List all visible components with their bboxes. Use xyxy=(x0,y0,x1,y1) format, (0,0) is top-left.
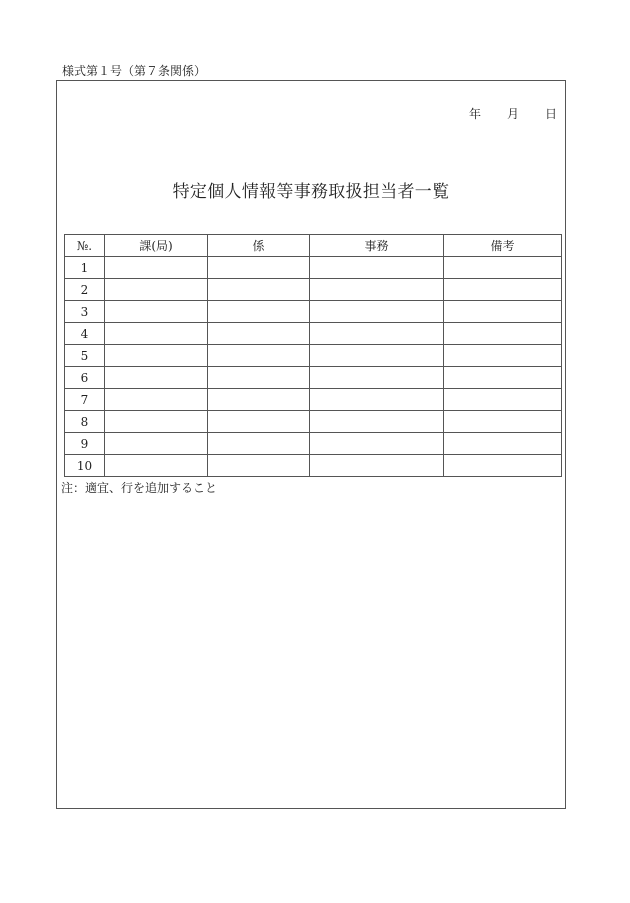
section-cell[interactable] xyxy=(208,455,310,477)
table-row xyxy=(65,455,562,477)
row-number: 10 xyxy=(65,455,105,477)
row-number: 8 xyxy=(65,411,105,433)
header-section: 係 xyxy=(208,235,310,257)
table-row xyxy=(65,389,562,411)
table-row xyxy=(65,301,562,323)
section-cell[interactable] xyxy=(208,367,310,389)
row-number: 9 xyxy=(65,433,105,455)
header-remarks: 備考 xyxy=(444,235,562,257)
table-row xyxy=(65,257,562,279)
section-cell[interactable] xyxy=(208,345,310,367)
remarks-cell[interactable] xyxy=(444,257,562,279)
duties-cell[interactable] xyxy=(310,389,444,411)
row-number: 5 xyxy=(65,345,105,367)
duties-cell[interactable] xyxy=(310,323,444,345)
section-cell[interactable] xyxy=(208,433,310,455)
date-month-label: 月 xyxy=(506,107,519,121)
department-cell[interactable] xyxy=(105,323,208,345)
section-cell[interactable] xyxy=(208,257,310,279)
department-cell[interactable] xyxy=(105,367,208,389)
duties-cell[interactable] xyxy=(310,455,444,477)
duties-cell[interactable] xyxy=(310,411,444,433)
section-cell[interactable] xyxy=(208,389,310,411)
table-row xyxy=(65,367,562,389)
remarks-cell[interactable] xyxy=(444,411,562,433)
department-cell[interactable] xyxy=(105,279,208,301)
header-no: №. xyxy=(65,235,105,257)
remarks-cell[interactable] xyxy=(444,389,562,411)
date-year-label: 年 xyxy=(468,107,481,121)
remarks-cell[interactable] xyxy=(444,367,562,389)
form-label: 様式第１号（第７条関係） xyxy=(62,64,207,78)
remarks-cell[interactable] xyxy=(444,279,562,301)
duties-cell[interactable] xyxy=(310,433,444,455)
row-number: 1 xyxy=(65,257,105,279)
remarks-cell[interactable] xyxy=(444,301,562,323)
row-number: 2 xyxy=(65,279,105,301)
section-cell[interactable] xyxy=(208,323,310,345)
header-duties: 事務 xyxy=(310,235,444,257)
row-number: 4 xyxy=(65,323,105,345)
remarks-cell[interactable] xyxy=(444,323,562,345)
row-number: 6 xyxy=(65,367,105,389)
department-cell[interactable] xyxy=(105,411,208,433)
footnote: 注：適宜、行を追加すること xyxy=(61,481,218,495)
duties-cell[interactable] xyxy=(310,367,444,389)
date-day-label: 日 xyxy=(544,107,557,121)
date-line xyxy=(469,105,557,122)
row-number: 7 xyxy=(65,389,105,411)
table-row xyxy=(65,345,562,367)
header-department: 課(局) xyxy=(105,235,208,257)
section-cell[interactable] xyxy=(208,301,310,323)
table-row xyxy=(65,433,562,455)
department-cell[interactable] xyxy=(105,433,208,455)
duties-cell[interactable] xyxy=(310,345,444,367)
staff-table xyxy=(64,234,562,477)
department-cell[interactable] xyxy=(105,345,208,367)
table-row xyxy=(65,279,562,301)
row-number: 3 xyxy=(65,301,105,323)
table-row xyxy=(65,323,562,345)
department-cell[interactable] xyxy=(105,455,208,477)
duties-cell[interactable] xyxy=(310,257,444,279)
department-cell[interactable] xyxy=(105,389,208,411)
department-cell[interactable] xyxy=(105,257,208,279)
table-row xyxy=(65,411,562,433)
section-cell[interactable] xyxy=(208,411,310,433)
remarks-cell[interactable] xyxy=(444,433,562,455)
section-cell[interactable] xyxy=(208,279,310,301)
remarks-cell[interactable] xyxy=(444,345,562,367)
duties-cell[interactable] xyxy=(310,301,444,323)
remarks-cell[interactable] xyxy=(444,455,562,477)
page-title: 特定個人情報等事務取扱担当者一覧 xyxy=(172,182,450,202)
department-cell[interactable] xyxy=(105,301,208,323)
duties-cell[interactable] xyxy=(310,279,444,301)
document-frame xyxy=(56,80,566,809)
table-header-row xyxy=(65,235,562,257)
